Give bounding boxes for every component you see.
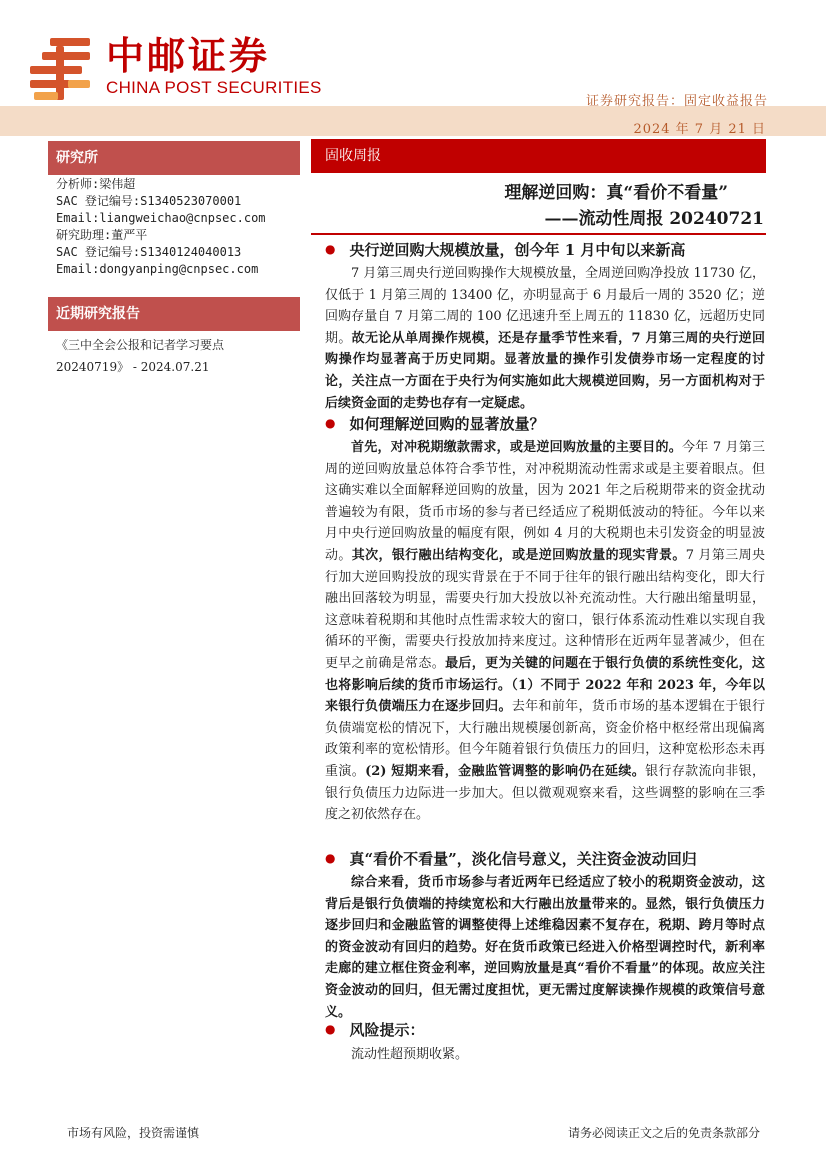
paragraph	[325, 263, 765, 414]
report-date: 2024 年 7 月 21 日	[633, 122, 766, 137]
paragraph-emphasis: 首先，对冲税期缴款需求，或是逆回购放量的主要目的。	[351, 440, 682, 455]
paragraph-emphasis: 最后，更为关键的问题在于银行负债的系统性变化，这也将影响后续的货币市场运行。（1）不同于 2022 年和 2023 年，今年以来银行负债端压力在逐步回归。	[325, 655, 765, 715]
paragraph-text: 7 月第三周央行逆回购操作大规模放量，全周逆回购净投放 11730 亿，仅低于 1 月第三周的 13400 亿，亦明显高于 6 月最后一周的 3520 亿；逆回购存量自 7 月第二周的 100 亿迅速升至上周五的 11830 亿，远超历史同期。	[325, 266, 765, 346]
institute-heading: 研究所	[48, 141, 300, 175]
paragraph-text: 去年和前年，货币市场的基本逻辑在于银行负债端宽松的情况下，大行融出规模屡创新高，资金价格中枢经常出现偏离政策利率的宽松情形。但今年随着银行负债压力的回归，这种宽松形态未再重演。	[325, 699, 765, 779]
paragraph-emphasis: 故无论从单周操作规模，还是存量季节性来看，7 月第三周的央行逆回购操作均显著高于历史同期。显著放量的操作引发债券市场一定程度的讨论，关注点一方面在于央行为何实施如此大规模逆回购，另一方面机构对于后续资金面的走势也存有一定疑虑。	[325, 330, 765, 411]
brand-name-cn: 中邮证券	[106, 33, 271, 78]
paragraph-text: 今年 7 月第三周的逆回购放量总体符合季节性，对冲税期流动性需求或是主要着眼点。但这确实难以全面解释逆回购的放量，因为 2021 年之后税期带来的资金扰动普遍较为有限，货币市场的参与者已经适应了税期低波动的特征。今年以来月中央行逆回购放量的幅度有限，例如 4 月的大税期也未引发资金的明显波动。	[325, 440, 765, 563]
bullet-icon: ●	[325, 851, 336, 865]
china-post-logo-icon	[28, 36, 94, 102]
analyst-sac: SAC 登记编号:S1340523070001	[56, 194, 242, 208]
assistant-name: 研究助理:董严平	[56, 228, 148, 242]
paragraph	[325, 872, 765, 1023]
paragraph	[325, 437, 765, 826]
report-subtitle: ——流动性周报 20240721	[544, 209, 764, 229]
footer-disclaimer: 请务必阅读正文之后的免责条款部分	[567, 1126, 760, 1140]
section-heading	[325, 414, 765, 435]
paragraph-emphasis: (2) 短期来看，金融监管调整的影响仍在延续。	[365, 763, 646, 779]
report-type: 证券研究报告：固定收益报告	[585, 94, 768, 109]
section-heading	[325, 849, 765, 870]
title-divider	[311, 233, 766, 235]
section-heading-text: 如何理解逆回购的显著放量？	[349, 415, 545, 433]
brand-name-en: CHINA POST SECURITIES	[106, 78, 322, 97]
assistant-sac: SAC 登记编号:S1340124040013	[56, 245, 242, 259]
assistant-email[interactable]: Email:dongyanping@cnpsec.com	[56, 262, 259, 276]
paragraph-text: 流动性超预期收紧。	[351, 1047, 469, 1062]
recent-report-date[interactable]: 20240719》 - 2024.07.21	[56, 360, 210, 374]
paragraph-emphasis: 综合来看，货币市场参与者近两年已经适应了较小的税期资金波动，这背后是银行负债端的持续宽松和大行融出放量带来的。显然，银行负债压力逐步回归和金融监管的调整使得上述维稳因素不复存在，税期、跨月等时点的资金波动有回归的趋势。好在货币政策已经进入价格型调控时代，新利率走廊的建立框住资金利率，逆回购放量是真“看价不看量”的体现。故应关注资金波动的回归，但无需过度担忧，更无需过度解读操作规模的政策信号意义。	[325, 875, 765, 1020]
report-category: 固收周报	[311, 139, 766, 173]
paragraph-text: 银行存款流向非银，银行负债压力边际进一步加大。但以微观观察来看，这些调整的影响在三季度之初依然存在。	[325, 763, 765, 823]
report-title: 理解逆回购：真“看价不看量”	[504, 183, 728, 203]
bullet-icon: ●	[325, 416, 336, 430]
section-heading-text: 风险提示：	[349, 1021, 425, 1039]
paragraph-text: 7 月第三周央行加大逆回购投放的现实背景在于不同于往年的银行融出结构变化，即大行融出回落较为明显，需要央行加大投放以补充流动性。大行融出缩量明显，这意味着税期和其他时点性需求较大的窗口，银行体系流动性难以实现自我循环的平衡，需要央行投放加持来度过。这种情形在近两年显著减少，但在更早之前确是常态。	[325, 547, 765, 671]
analyst-name: 分析师:梁伟超	[56, 177, 136, 191]
paragraph	[325, 1044, 765, 1066]
recent-reports-heading: 近期研究报告	[48, 297, 300, 331]
recent-report-link[interactable]: 《三中全会公报和记者学习要点	[56, 338, 225, 352]
bullet-icon: ●	[325, 242, 336, 256]
footer-risk-notice: 市场有风险，投资需谨慎	[67, 1126, 200, 1140]
paragraph-emphasis: 其次，银行融出结构变化，或是逆回购放量的现实背景。	[351, 547, 686, 563]
section-heading-text: 央行逆回购大规模放量，创今年 1 月中旬以来新高	[349, 241, 686, 259]
section-heading	[325, 1020, 765, 1041]
section-heading-text: 真“看价不看量”，淡化信号意义，关注资金波动回归	[349, 850, 697, 868]
bullet-icon: ●	[325, 1022, 336, 1036]
section-heading	[325, 240, 765, 261]
analyst-email[interactable]: Email:liangweichao@cnpsec.com	[56, 211, 266, 225]
